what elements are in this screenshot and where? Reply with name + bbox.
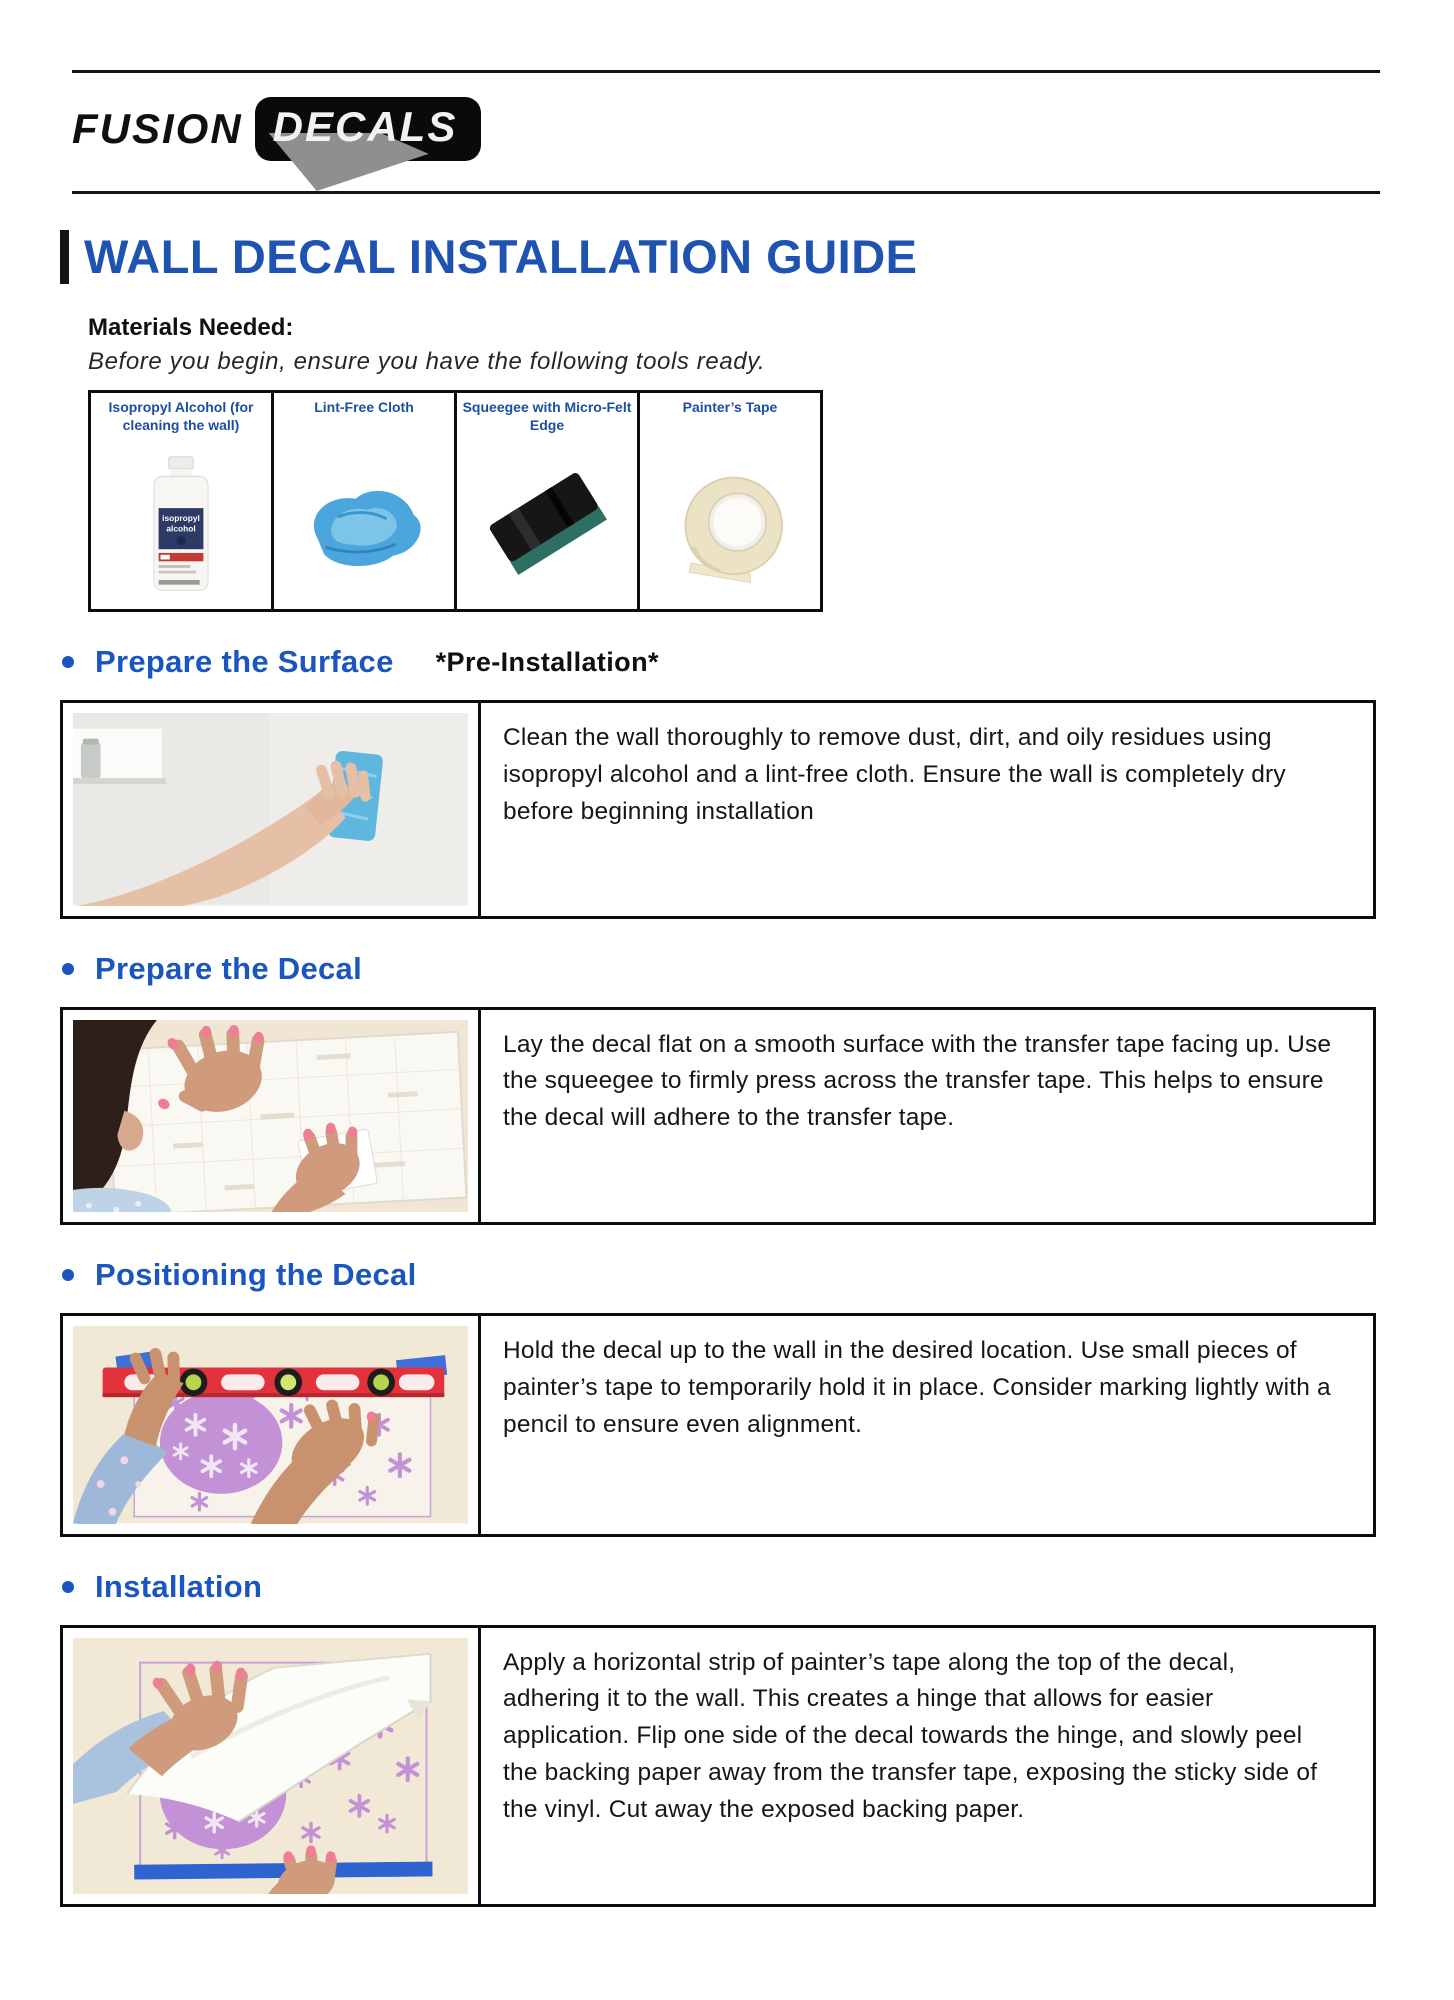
section-head-positioning-decal xyxy=(62,1257,1454,1293)
section-head-installation xyxy=(62,1569,1454,1605)
title-accent-bar xyxy=(60,230,69,284)
bullet-icon xyxy=(62,963,74,975)
tape-roll-image xyxy=(644,454,816,594)
materials-table xyxy=(88,390,823,612)
svg-text:alcohol: alcohol xyxy=(166,523,196,534)
top-rule xyxy=(72,70,1380,73)
step-text: Clean the wall thoroughly to remove dust, dirt, and oily residues using isopropyl alcohol and a lint-free cloth. Ensure the wall is completely dry before beginning installation xyxy=(503,724,1286,825)
bullet-icon xyxy=(62,656,74,668)
brand-logo xyxy=(72,89,1454,185)
logo-text-decals: DECALS xyxy=(272,103,458,150)
materials-cell-alcohol xyxy=(90,392,273,611)
bullet-icon xyxy=(62,1269,74,1281)
materials-cell-squeegee xyxy=(456,392,639,611)
step-text: Apply a horizontal strip of painter’s tape along the top of the decal, adhering it to the wall. This creates a hinge that allows for easier application. Flip one side of the decal towards the hinge, and slowly peel the backing paper away from the transfer tape, exposing the sticky side of the vinyl. Cut away the exposed backing paper. xyxy=(503,1648,1318,1823)
squeegee-image xyxy=(461,454,633,594)
text-cell xyxy=(481,1010,1373,1223)
section-head-prepare-decal xyxy=(62,951,1454,987)
info-box-prepare-decal xyxy=(60,1007,1376,1226)
text-cell xyxy=(481,1628,1373,1905)
info-box-installation xyxy=(60,1625,1376,1908)
section-title: Positioning the Decal xyxy=(95,1257,417,1293)
text-cell xyxy=(481,1316,1373,1534)
title-row xyxy=(60,230,1454,284)
materials-cell-cloth xyxy=(273,392,456,611)
materials-heading: Materials Needed: xyxy=(88,314,294,342)
logo-text-fusion: FUSION xyxy=(72,105,243,152)
peel-backing-photo xyxy=(63,1628,481,1905)
material-label: Lint-Free Cloth xyxy=(314,399,414,416)
squeegee-decal-photo xyxy=(63,1010,481,1223)
blue-cloth-image xyxy=(278,454,450,594)
page-title: WALL DECAL INSTALLATION GUIDE xyxy=(84,230,918,283)
materials-subheading: Before you begin, ensure you have the following tools ready. xyxy=(88,348,766,376)
material-label: Painter’s Tape xyxy=(682,399,778,416)
info-box-prepare-surface xyxy=(60,700,1376,919)
info-box-positioning-decal xyxy=(60,1313,1376,1537)
text-cell xyxy=(481,703,1373,916)
svg-text:isopropyl: isopropyl xyxy=(162,513,200,524)
pre-installation-note: *Pre-Installation* xyxy=(435,646,659,677)
section-head-prepare-surface xyxy=(62,644,1454,680)
logo-badge-decals xyxy=(255,97,482,161)
material-label: Isopropyl Alcohol (for cleaning the wall) xyxy=(108,399,254,434)
section-title: Installation xyxy=(95,1568,263,1604)
material-label: Squeegee with Micro-Felt Edge xyxy=(462,399,632,434)
alcohol-bottle-image xyxy=(95,454,267,594)
step-text: Lay the decal flat on a smooth surface with the transfer tape facing up. Use the squeegee to firmly press across the transfer tape. This helps to ensure the decal will adhere to the transfer tape. xyxy=(503,1030,1332,1132)
materials-cell-tape xyxy=(639,392,822,611)
step-text: Hold the decal up to the wall in the desired location. Use small pieces of painter’s tape to temporarily hold it in place. Consider marking lightly with a pencil to ensure even alignment. xyxy=(503,1337,1331,1438)
level-positioning-photo xyxy=(63,1316,481,1534)
bullet-icon xyxy=(62,1581,74,1593)
logo-rule xyxy=(72,191,1380,194)
section-title: Prepare the Decal xyxy=(95,950,363,986)
section-title: Prepare the Surface xyxy=(95,644,394,680)
wiping-wall-photo xyxy=(63,703,481,916)
